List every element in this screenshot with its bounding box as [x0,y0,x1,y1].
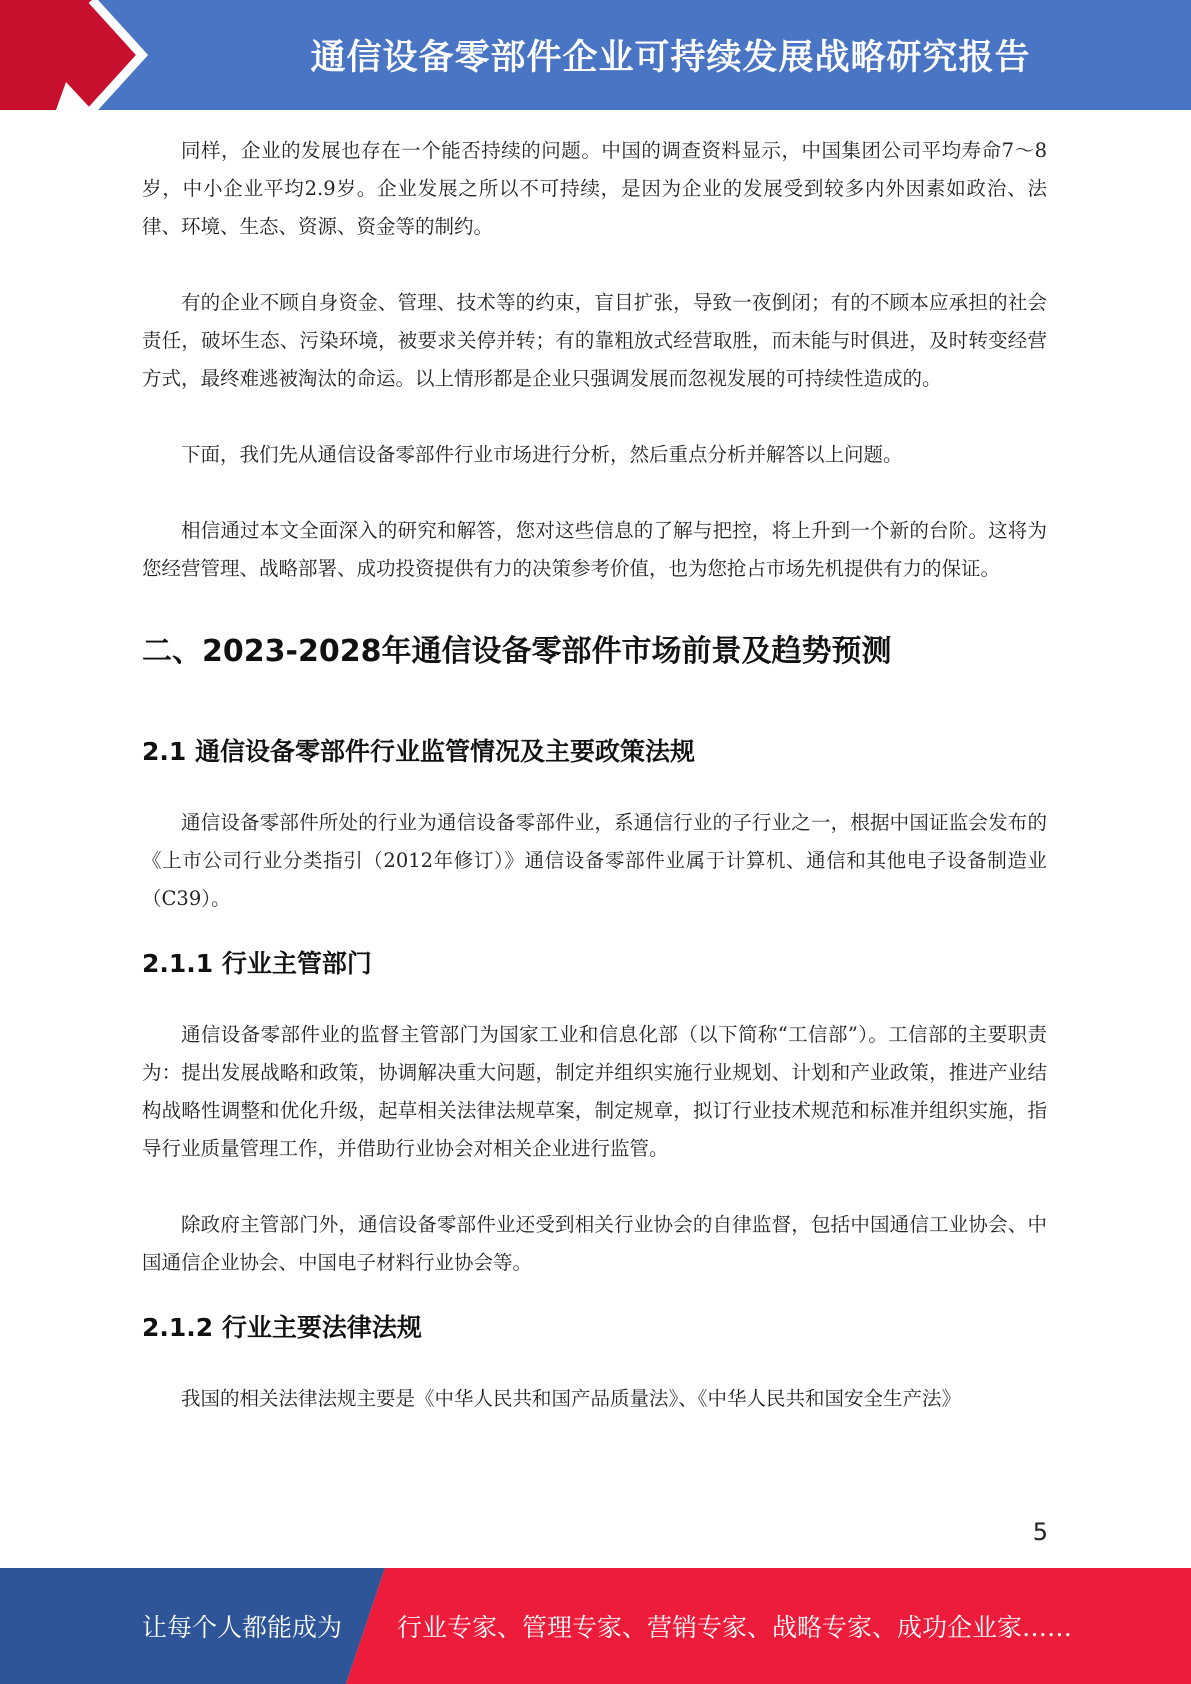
page-header [0,0,1191,110]
page-number: 5 [1032,1518,1048,1546]
paragraph: 通信设备零部件业的监督主管部门为国家工业和信息化部（以下简称“工信部”）。工信部的主要职责为：提出发展战略和政策，协调解决重大问题，制定并组织实施行业规划、计划和产业政策，推进产业结构战略性调整和优化升级，起草相关法律法规草案，制定规章，拟订行业技术规范和标准并组织实施，指导行业质量管理工作，并借助行业协会对相关企业进行监管。 [142,1023,1047,1160]
paragraph: 下面，我们先从通信设备零部件行业市场进行分析，然后重点分析并解答以上问题。 [181,443,903,466]
footer-slogan-right: 行业专家、管理专家、营销专家、战略专家、成功企业家…… [397,1613,1073,1642]
paragraph: 通信设备零部件所处的行业为通信设备零部件业，系通信行业的子行业之一，根据中国证监会发布的《上市公司行业分类指引（2012年修订）》通信设备零部件业属于计算机、通信和其他电子设备制造业（C39）。 [142,811,1047,910]
page-footer [0,1568,1191,1684]
page-content [142,132,1047,1418]
paragraph: 同样，企业的发展也存在一个能否持续的问题。中国的调查资料显示，中国集团公司平均寿命7～8岁，中小企业平均2.9岁。企业发展之所以不可持续，是因为企业的发展受到较多内外因素如政治、法律、环境、生态、资源、资金等的制约。 [142,139,1047,238]
paragraph: 除政府主管部门外，通信设备零部件业还受到相关行业协会的自律监督，包括中国通信工业协会、中国通信企业协会、中国电子材料行业协会等。 [142,1213,1047,1274]
section-heading: 二、2023-2028年通信设备零部件市场前景及趋势预测 [142,634,892,669]
subsection-heading: 2.1.1 行业主管部门 [142,949,372,978]
subsection-heading: 2.1 通信设备零部件行业监管情况及主要政策法规 [142,737,695,766]
footer-slogan-left: 让每个人都能成为 [142,1613,343,1642]
header-chevron-decoration [0,0,160,110]
paragraph: 相信通过本文全面深入的研究和解答，您对这些信息的了解与把控，将上升到一个新的台阶。这将为您经营管理、战略部署、成功投资提供有力的决策参考价值，也为您抢占市场先机提供有力的保证。 [142,519,1047,580]
subsection-heading: 2.1.2 行业主要法律法规 [142,1313,422,1342]
document-title: 通信设备零部件企业可持续发展战略研究报告 [310,38,1031,78]
paragraph: 有的企业不顾自身资金、管理、技术等的约束，盲目扩张，导致一夜倒闭；有的不顾本应承担的社会责任，破坏生态、污染环境，被要求关停并转；有的靠粗放式经营取胜，而未能与时俱进，及时转变经营方式，最终难逃被淘汰的命运。以上情形都是企业只强调发展而忽视发展的可持续性造成的。 [142,291,1047,390]
paragraph: 我国的相关法律法规主要是《中华人民共和国产品质量法》、《中华人民共和国安全生产法》 [181,1387,962,1410]
